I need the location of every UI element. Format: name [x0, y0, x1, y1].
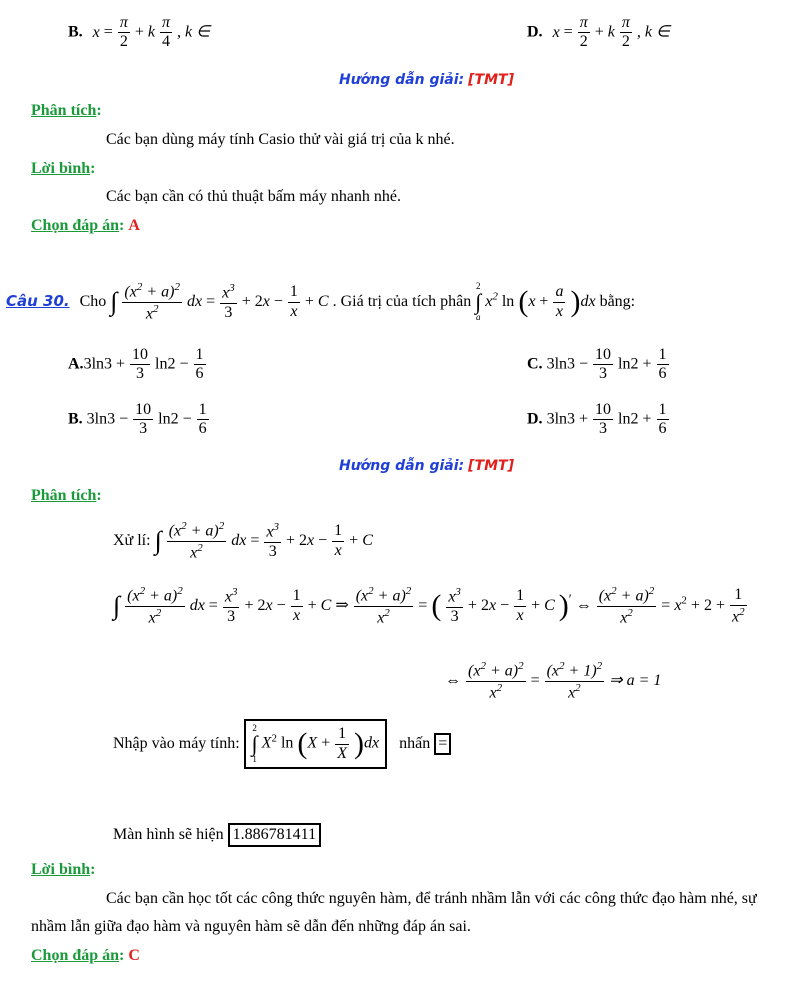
analysis-heading: Phân tích:	[31, 487, 102, 504]
prev-option-d: D. x = $\frac{\pi}{2}$ + k $\frac{\pi}{2}$ , k ∈	[527, 14, 670, 51]
analysis-text: Các bạn dùng máy tính Casio thử vài giá trị của k nhé.	[106, 131, 455, 148]
processing-label: Xử lí:	[113, 531, 151, 549]
equivalence-line: ⇔ $\frac{(x^2 + a)^2}{x^2}$ = $\frac{(x^2 + 1)^2}{x^2}$ ⇒ a = 1	[445, 660, 662, 702]
choose-answer: Chọn đáp án: C	[31, 947, 140, 964]
question-lead: Cho	[79, 292, 107, 310]
screen-label: Màn hình sẽ hiện	[113, 826, 224, 843]
answer-letter: A	[128, 217, 140, 234]
fraction: $\frac{\pi}{4}$	[161, 14, 170, 51]
integral-limits: 2 ∫ a	[475, 281, 482, 323]
fraction: $\frac{(x^2 + a)^2}{x^2}$	[168, 520, 225, 562]
calculator-expression-box: 2 ∫ 1 $X^2$ ln (X + $\frac{1}{X}$ )dx	[244, 719, 387, 769]
fraction: $\frac{a}{x}$	[555, 283, 564, 320]
choose-answer: Chọn đáp án: A	[31, 217, 140, 234]
fraction: $\frac{10}{3}$	[595, 401, 612, 438]
math-var: x	[92, 23, 100, 41]
screen-output-line	[113, 823, 321, 847]
fraction: $\frac{1}{6}$	[658, 346, 667, 383]
prev-option-b: B. x = $\frac{\pi}{2}$ + k $\frac{\pi}{4}$ , k ∈	[68, 14, 211, 51]
integral-limits: 2 ∫ 1	[251, 723, 258, 764]
processing-line: Xử lí: ∫ $\frac{(x^2 + a)^2}{x^2}$ dx = $\frac{x^3}{3}$ + 2x − $\frac{1}{x}$ + C	[113, 520, 373, 562]
option-label: B.	[68, 23, 83, 41]
comment-heading: Lời bình:	[31, 160, 96, 177]
press-label: nhấn	[399, 735, 431, 752]
fraction: $\frac{10}{3}$	[135, 401, 152, 438]
comment-text-line2: nhầm lẫn giữa đạo hàm và nguyên hàm sẽ dẫn đến những đáp án sai.	[31, 918, 471, 935]
fraction: $\frac{1}{6}$	[195, 346, 204, 383]
comment-text-line1: Các bạn cần học tốt các công thức nguyên hàm, để tránh nhầm lẫn với các công thức đạo hàm nhé, sự	[106, 890, 757, 907]
fraction: $\frac{1}{x}$	[516, 587, 525, 624]
fraction: $\frac{x^3}{3}$	[222, 282, 235, 321]
screen-value: 1.886781411	[228, 823, 321, 847]
guide-text: Hướng dẫn giải:	[339, 72, 465, 88]
option-b[interactable]: B. 3ln3 − $\frac{10}{3}$ ln2 − $\frac{1}{6}$	[68, 401, 207, 438]
derivation-line: ∫ $\frac{(x^2 + a)^2}{x^2}$ dx = $\frac{x^3}{3}$ + 2x − $\frac{1}{x}$ + C ⇒ $\frac{(x^2 + a)^2}{x^2}$ = ( $\frac{x^3}{3}$ + 2x − $\frac{1}{x}$ + C )′ ⇔ $\frac{(x^2 + a)^2}{x^2}$ = $x^2 + 2$ + $\frac{1}{x^2}$	[113, 585, 745, 627]
tmt-tag: [TMT]	[468, 72, 514, 88]
fraction: $\frac{x^3}{3}$	[266, 521, 279, 560]
question-mid: . Giá trị của tích phân	[332, 292, 472, 310]
answer-letter: C	[128, 947, 140, 964]
guide-text: Hướng dẫn giải:	[339, 458, 465, 474]
fraction: $\frac{(x^2 + 1)^2}{x^2}$	[546, 660, 603, 702]
tmt-tag: [TMT]	[468, 458, 514, 474]
fraction: $\frac{1}{x^2}$	[731, 586, 745, 625]
input-label: Nhập vào máy tính:	[113, 735, 240, 752]
fraction: $\frac{\pi}{2}$	[579, 14, 588, 51]
fraction: $\frac{10}{3}$	[132, 346, 149, 383]
option-d[interactable]: D. 3ln3 + $\frac{10}{3}$ ln2 + $\frac{1}{6}$	[527, 401, 667, 438]
fraction: $\frac{10}{3}$	[595, 346, 612, 383]
result-a: ⇒ a = 1	[609, 671, 662, 689]
option-c[interactable]: C. 3ln3 − $\frac{10}{3}$ ln2 + $\frac{1}{6}$	[527, 346, 667, 383]
solution-guide-heading	[339, 71, 514, 89]
question-end: bằng:	[599, 292, 636, 310]
fraction: $\frac{1}{x}$	[292, 587, 301, 624]
comment-text: Các bạn cần có thủ thuật bấm máy nhanh nhé.	[106, 188, 402, 205]
fraction: $\frac{1}{6}$	[198, 401, 207, 438]
fraction: $\frac{1}{x}$	[334, 522, 343, 559]
fraction: $\frac{1}{x}$	[289, 283, 298, 320]
fraction: $\frac{(x^2 + a)^2}{x^2}$	[124, 281, 180, 323]
fraction: $\frac{x^3}{3}$	[448, 586, 461, 625]
fraction: $\frac{1}{X}$	[337, 725, 347, 762]
question-number: Câu 30.	[6, 291, 70, 310]
fraction: $\frac{(x^2 + a)^2}{x^2}$	[355, 585, 412, 627]
fraction: $\frac{(x^2 + a)^2}{x^2}$	[598, 585, 655, 627]
fraction: $\frac{\pi}{2}$	[119, 14, 128, 51]
solution-guide-heading	[339, 457, 514, 475]
analysis-heading: Phân tích:	[31, 102, 102, 119]
calculator-input-line	[113, 719, 451, 769]
option-label: D.	[527, 23, 543, 41]
question-30: Câu 30. Cho ∫ $\frac{(x^2 + a)^2}{x^2}$ dx = $\frac{x^3}{3}$ + 2x − $\frac{1}{x}$ + C . Giá trị của tích phân 2 ∫ a $x^2$ ln (x + $\frac{a}{x}$ )dx bằng:	[6, 281, 636, 323]
fraction: $\frac{\pi}{2}$	[621, 14, 630, 51]
option-a[interactable]: A.3ln3 + $\frac{10}{3}$ ln2 − $\frac{1}{6}$	[68, 346, 204, 383]
fraction: $\frac{1}{6}$	[658, 401, 667, 438]
fraction: $\frac{(x^2 + a)^2}{x^2}$	[468, 660, 524, 702]
comment-heading: Lời bình:	[31, 861, 96, 878]
fraction: $\frac{(x^2 + a)^2}{x^2}$	[127, 585, 183, 627]
equals-key: =	[434, 733, 451, 755]
fraction: $\frac{x^3}{3}$	[224, 586, 238, 625]
